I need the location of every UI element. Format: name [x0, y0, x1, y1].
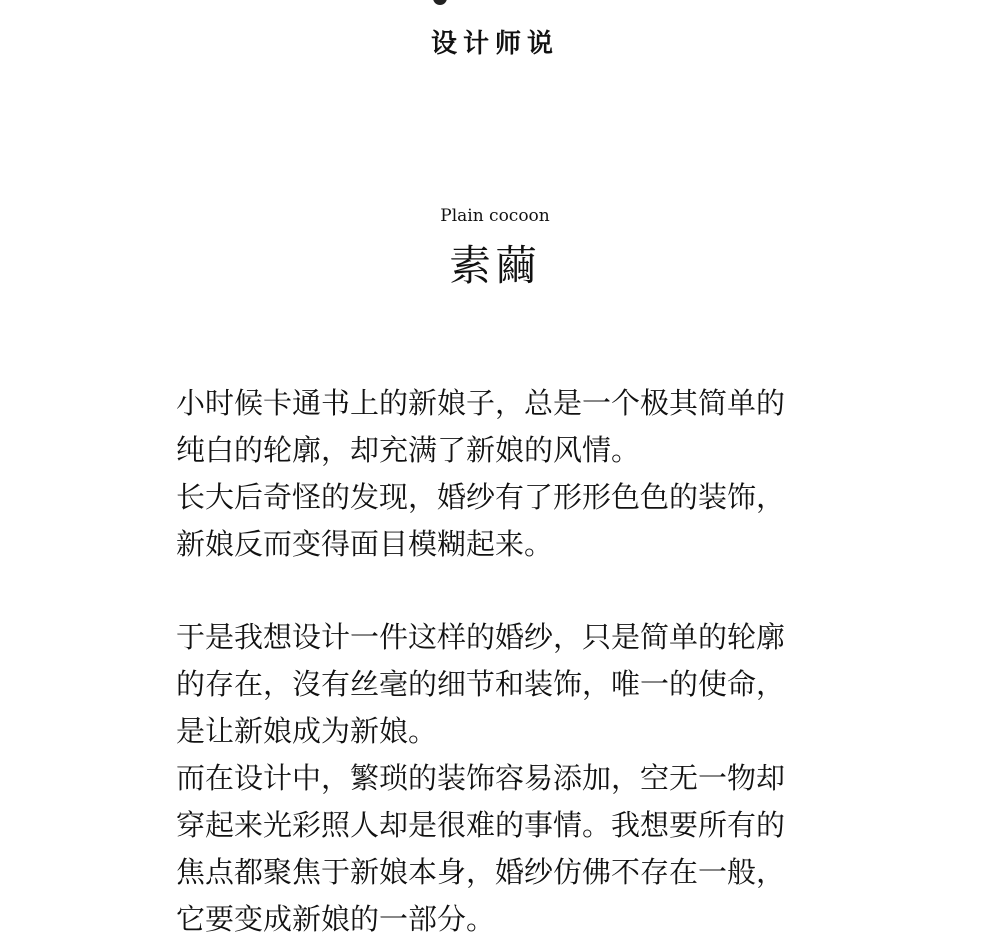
article-subtitle: Plain cocoon — [440, 206, 550, 226]
decorative-mark-icon — [433, 0, 447, 5]
text-line: 而在设计中，繁琐的装饰容易添加，空无一物却 — [176, 761, 786, 795]
text-line: 于是我想设计一件这样的婚纱，只是简单的轮廓 — [176, 620, 786, 654]
section-heading: 设计师说 — [430, 29, 559, 59]
text-line: 纯白的轮廓，却充满了新娘的风情。 — [176, 433, 641, 467]
text-line: 焦点都聚焦于新娘本身，婚纱仿佛不存在一般， — [176, 855, 786, 889]
article-title: 素繭 — [448, 241, 541, 290]
article-body — [176, 380, 836, 943]
text-line: 的存在，沒有丝毫的细节和装饰，唯一的使命， — [176, 667, 786, 701]
text-line: 新娘反而变得面目模糊起来。 — [176, 527, 554, 561]
paragraph-spacer — [176, 568, 836, 614]
paragraph-1 — [176, 380, 836, 568]
text-line: 它要变成新娘的一部分。 — [176, 902, 496, 936]
text-line: 是让新娘成为新娘。 — [176, 714, 438, 748]
paragraph-2 — [176, 614, 836, 943]
text-line: 小时候卡通书上的新娘子，总是一个极其简单的 — [176, 386, 786, 420]
text-line: 穿起来光彩照人却是很难的事情。我想要所有的 — [176, 808, 786, 842]
text-line: 长大后奇怪的发现，婚纱有了形形色色的装饰， — [176, 480, 786, 514]
